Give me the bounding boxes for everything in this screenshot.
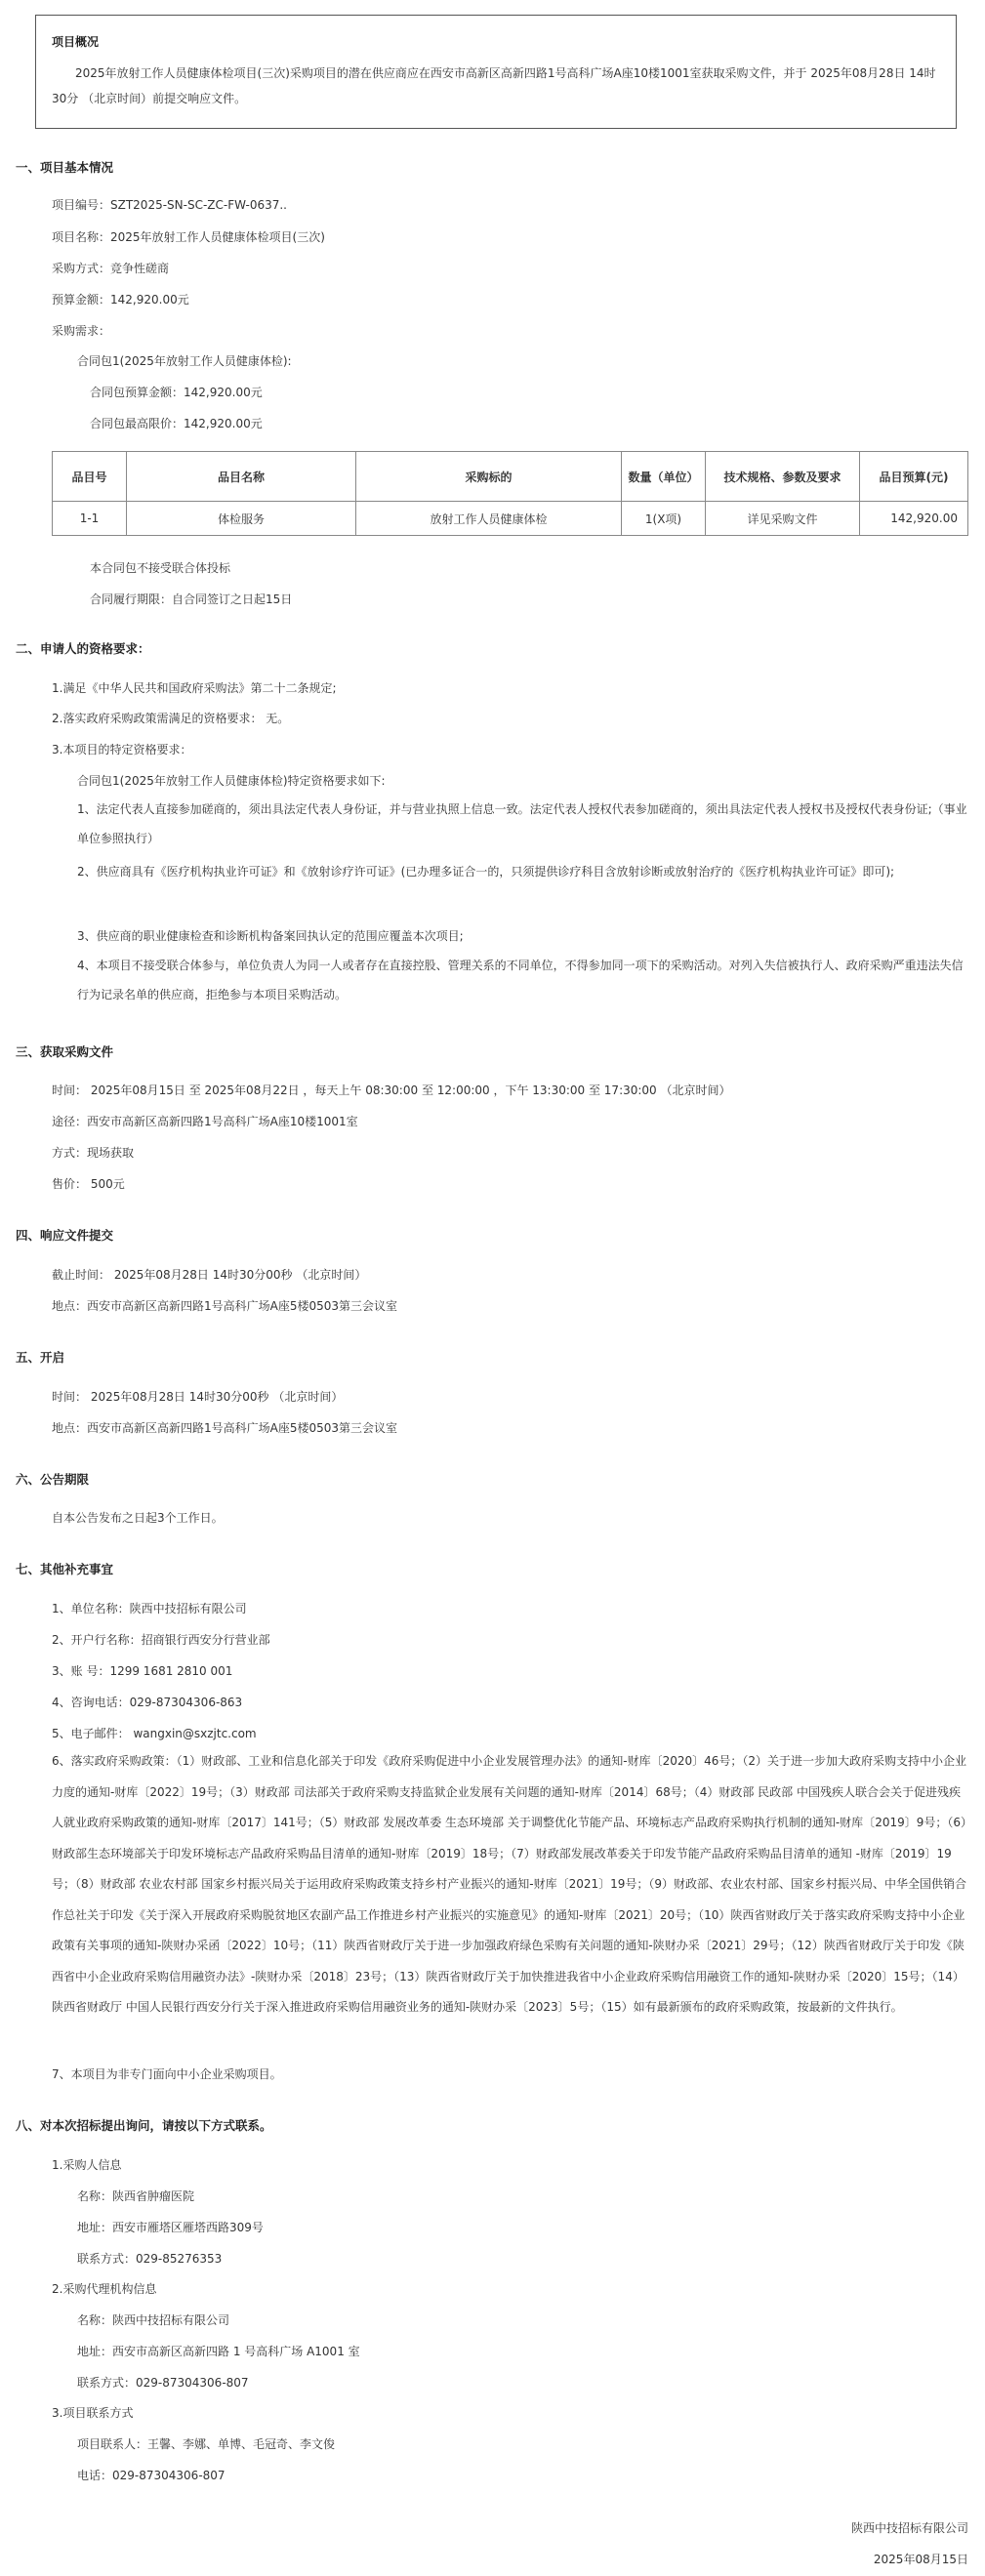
section-2-title: 二、申请人的资格要求： — [16, 641, 150, 656]
opening-time: 时间： 2025年08月28日 14时30分00秒 （北京时间） — [52, 1390, 344, 1404]
project-contact-phone: 电话：029-87304306-807 — [77, 2469, 226, 2482]
lot-budget: 合同包预算金额：142,920.00元 — [90, 386, 263, 399]
budget-amount: 预算金额：142,920.00元 — [52, 293, 189, 307]
section-1-title: 一、项目基本情况 — [16, 160, 114, 175]
document-price: 售价： 500元 — [52, 1177, 125, 1191]
bank-name: 2、开户行名称：招商银行西安分行营业部 — [52, 1633, 270, 1647]
section-7-title: 七、其他补充事宜 — [16, 1562, 114, 1576]
footer-date: 2025年08月15日 — [873, 2553, 968, 2566]
col-item-name: 品目名称 — [127, 452, 356, 502]
lot-1-requirements-title: 合同包1(2025年放射工作人员健康体检)特定资格要求如下: — [77, 774, 386, 788]
cell-quantity: 1(X项) — [622, 502, 706, 536]
table-header-row — [53, 452, 968, 502]
lot-max-price: 合同包最高限价：142,920.00元 — [90, 417, 263, 430]
qualification-3: 3.本项目的特定资格要求： — [52, 743, 192, 756]
project-contact-people: 项目联系人：王馨、李娜、单博、毛冠奇、李文俊 — [77, 2437, 336, 2451]
buyer-phone: 联系方式：029-85276353 — [77, 2252, 223, 2266]
agent-phone: 联系方式：029-87304306-807 — [77, 2376, 249, 2390]
section-6-title: 六、公告期限 — [16, 1472, 90, 1487]
requirement-4: 4、本项目不接受联合体参与，单位负责人为同一人或者存在直接控股、管理关系的不同单位，不得参加同一项下的采购活动。对列入失信被执行人、政府采购严重违法失信行为记录名单的供应商，拒绝参与本项目采购活动。 — [77, 959, 964, 1002]
buyer-name: 名称：陕西省肿瘤医院 — [77, 2189, 195, 2203]
section-3-title: 三、获取采购文件 — [16, 1044, 114, 1059]
unit-name: 1、单位名称：陕西中技招标有限公司 — [52, 1602, 247, 1615]
overview-body: 2025年放射工作人员健康体检项目(三次)采购项目的潜在供应商应在西安市高新区高新四路1号高科广场A座10楼1001室获取采购文件，并于 2025年08月28日 14时30分 （北京时间）前提交响应文件。 — [52, 66, 936, 105]
procurement-method: 采购方式：竞争性磋商 — [52, 262, 170, 275]
qualification-1: 1.满足《中华人民共和国政府采购法》第二十二条规定; — [52, 681, 337, 695]
cell-item-name: 体检服务 — [127, 502, 356, 536]
section-5-title: 五、开启 — [16, 1350, 65, 1365]
consult-phone: 4、咨询电话：029-87304306-863 — [52, 1696, 243, 1709]
contract-period: 合同履行期限：自合同签订之日起15日 — [90, 593, 293, 606]
buyer-info-heading: 1.采购人信息 — [52, 2158, 122, 2172]
sme-note: 7、本项目为非专门面向中小企业采购项目。 — [52, 2067, 282, 2081]
procurement-demand-label: 采购需求： — [52, 324, 111, 338]
lot-1-title: 合同包1(2025年放射工作人员健康体检): — [77, 354, 292, 368]
col-specs: 技术规格、参数及要求 — [706, 452, 860, 502]
footer-org: 陕西中技招标有限公司 — [850, 2521, 968, 2535]
requirement-2: 2、供应商具有《医疗机构执业许可证》和《放射诊疗许可证》(已办理多证合一的，只须提供诊疗科目含放射诊断或放射治疗的《医疗机构执业许可证》即可); — [77, 865, 895, 879]
announcement-period: 自本公告发布之日起3个工作日。 — [52, 1511, 224, 1525]
agent-address: 地址：西安市高新区高新四路 1 号高科广场 A1001 室 — [77, 2345, 360, 2358]
col-quantity: 数量（单位） — [622, 452, 706, 502]
cell-budget: 142,920.00 — [860, 502, 968, 536]
qualification-2: 2.落实政府采购政策需满足的资格要求： 无。 — [52, 712, 290, 725]
section-4-title: 四、响应文件提交 — [16, 1228, 114, 1243]
col-target: 采购标的 — [356, 452, 622, 502]
project-number: 项目编号：SZT2025-SN-SC-ZC-FW-0637.. — [52, 198, 287, 212]
section-8-title: 八、对本次招标提出询问，请按以下方式联系。 — [16, 2118, 272, 2133]
items-table — [52, 451, 968, 536]
project-name: 项目名称：2025年放射工作人员健康体检项目(三次) — [52, 230, 325, 244]
buyer-address: 地址：西安市雁塔区雁塔西路309号 — [77, 2221, 264, 2234]
table-row — [53, 502, 968, 536]
account-number: 3、账 号：1299 1681 2810 001 — [52, 1664, 233, 1678]
acquire-time: 时间： 2025年08月15日 至 2025年08月22日 ，每天上午 08:30:00 至 12:00:00 ，下午 13:30:00 至 17:30:00 （北京时间） — [52, 1084, 731, 1097]
submission-deadline: 截止时间： 2025年08月28日 14时30分00秒 （北京时间） — [52, 1268, 367, 1282]
procurement-policies: 6、落实政府采购政策：（1）财政部、工业和信息化部关于印发《政府采购促进中小企业发展管理办法》的通知-财库〔2020〕46号；（2）关于进一步加大政府采购支持中小企业力度的通知-财库〔2022〕19号；（3）财政部 司法部关于政府采购支持监狱企业发展有关问题的通知-财库〔2014〕68号；（4）财政部 民政部 中国残疾人联合会关于促进残疾人就业政府采购政策的通知-财库〔2017〕141号；（5）财政部 发展改革委 生态环境部 关于调整优化节能产品、环境标志产品政府采购执行机制的通知-财库〔2019〕9号；（6）财政部生态环境部关于印发环境标志产品政府采购品目清单的通知-财库〔2019〕18号；（7）财政部发展改革委关于印发节能产品政府采购品目清单的通知 -财库〔2019〕19号；（8）财政部 农业农村部 国家乡村振兴局关于运用政府采购政策支持乡村产业振兴的通知-财库〔2021〕19号；（9）财政部、农业农村部、国家乡村振兴局、中华全国供销合作总社关于印发《关于深入开展政府采购脱贫地区农副产品工作推进乡村产业振兴的实施意见》的通知-财库〔2021〕20号；（10）陕西省财政厅关于落实政府采购支持中小企业政策有关事项的通知-陕财办采函〔2022〕10号；（11）陕西省财政厅关于进一步加强政府绿色采购有关问题的通知-陕财办采〔2021〕29号；（12）陕西省财政厅关于印发《陕西省中小企业政府采购信用融资办法》-陕财办采〔2018〕23号；（13）陕西省财政厅关于加快推进我省中小企业政府采购信用融资工作的通知-陕财办采〔2020〕15号；（14）陕西省财政厅 中国人民银行西安分行关于深入推进政府采购信用融资业务的通知-陕财办采〔2023〕5号；（15）如有最新颁布的政府采购政策，按最新的文件执行。 — [52, 1754, 967, 2014]
project-overview-box — [35, 15, 957, 129]
email-address: 5、电子邮件： wangxin@sxzjtc.com — [52, 1727, 257, 1740]
agent-name: 名称：陕西中技招标有限公司 — [77, 2313, 230, 2327]
acquire-place: 途径：西安市高新区高新四路1号高科广场A座10楼1001室 — [52, 1115, 358, 1128]
cell-target: 放射工作人员健康体检 — [356, 502, 622, 536]
agent-info-heading: 2.采购代理机构信息 — [52, 2282, 157, 2296]
project-contact-heading: 3.项目联系方式 — [52, 2406, 134, 2420]
cell-item-no: 1-1 — [53, 502, 127, 536]
cell-specs: 详见采购文件 — [706, 502, 860, 536]
opening-place: 地点：西安市高新区高新四路1号高科广场A座5楼0503第三会议室 — [52, 1421, 398, 1435]
overview-title: 项目概况 — [52, 35, 100, 49]
acquire-mode: 方式：现场获取 — [52, 1146, 135, 1160]
col-item-no: 品目号 — [53, 452, 127, 502]
requirement-1: 1、法定代表人直接参加磋商的，须出具法定代表人身份证，并与营业执照上信息一致。法定代表人授权代表参加磋商的，须出具法定代表人授权书及授权代表身份证;（事业单位参照执行） — [77, 802, 967, 845]
col-budget: 品目预算(元) — [860, 452, 968, 502]
submission-place: 地点：西安市高新区高新四路1号高科广场A座5楼0503第三会议室 — [52, 1299, 398, 1313]
no-consortium-note: 本合同包不接受联合体投标 — [90, 561, 231, 575]
requirement-3: 3、供应商的职业健康检查和诊断机构备案回执认定的范围应覆盖本次项目; — [77, 929, 464, 943]
